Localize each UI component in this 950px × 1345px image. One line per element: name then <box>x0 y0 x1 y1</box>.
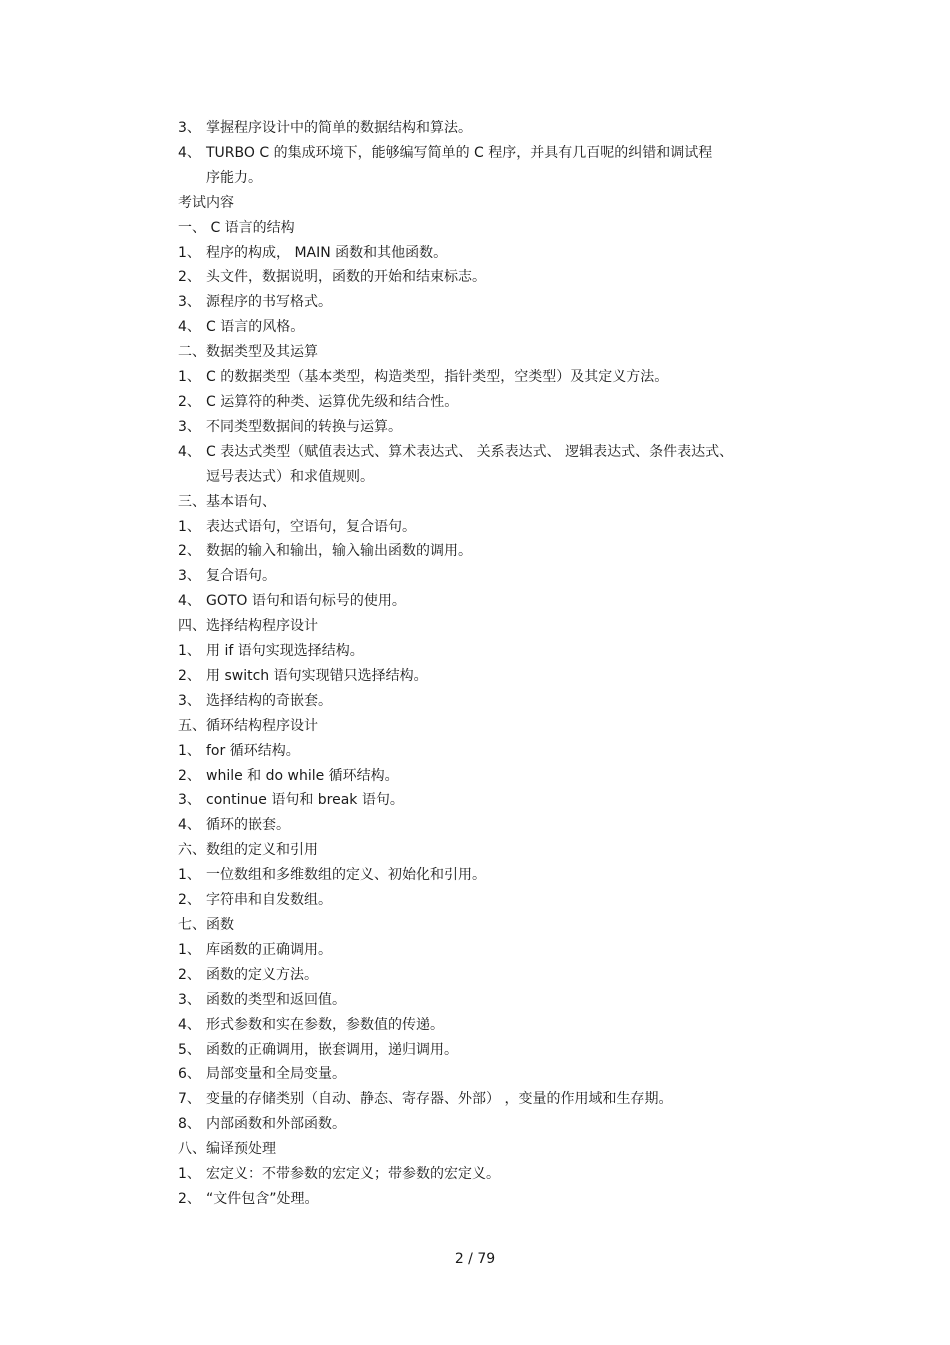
list-item <box>178 116 798 141</box>
list-item <box>178 290 798 315</box>
list-item <box>178 1087 798 1112</box>
list-item <box>178 539 798 564</box>
list-item-text: 掌握程序设计中的简单的数据结构和算法。 <box>206 120 472 136</box>
list-item-number: 1、 <box>178 643 201 660</box>
list-item-text: 变量的存储类别（自动、静态、寄存器、外部） ，变量的作用域和生存期。 <box>206 1091 673 1108</box>
list-item <box>178 141 798 166</box>
list-item-text: 局部变量和全局变量。 <box>206 1066 346 1083</box>
list-item-text: 宏定义：不带参数的宏定义；带参数的宏定义。 <box>206 1166 500 1183</box>
list-item-number: 3、 <box>178 692 201 709</box>
list-item-text: 循环的嵌套。 <box>206 817 290 834</box>
list-item-text: “文件包含”处理。 <box>206 1190 319 1207</box>
list-item-text: 一位数组和多维数组的定义、初始化和引用。 <box>206 867 486 884</box>
list-item-number: 2、 <box>178 892 201 909</box>
list-item-number: 3、 <box>178 792 201 809</box>
list-item-number: 8、 <box>178 1116 201 1133</box>
list-item-text: C 语言的风格。 <box>206 319 305 336</box>
list-item-number: 4、 <box>178 817 201 834</box>
list-item <box>178 639 798 664</box>
list-item-number: 3、 <box>178 418 201 435</box>
document-body <box>178 116 798 1212</box>
list-item <box>178 1112 798 1137</box>
list-item <box>178 415 798 440</box>
list-item <box>178 241 798 266</box>
list-item-number: 3、 <box>178 991 201 1008</box>
list-item <box>178 515 798 540</box>
list-item <box>178 813 798 838</box>
list-item-text: 库函数的正确调用。 <box>206 941 332 958</box>
section-heading: 四、选择结构程序设计 <box>178 618 318 635</box>
list-item <box>178 788 798 813</box>
list-item-text: 数据的输入和输出，输入输出函数的调用。 <box>206 543 472 560</box>
section-heading: 七、函数 <box>178 917 234 933</box>
list-item-number: 3、 <box>178 120 201 136</box>
list-item-text: C 的数据类型（基本类型，构造类型，指针类型，空类型）及其定义方法。 <box>206 369 669 386</box>
list-item-number: 4、 <box>178 593 201 610</box>
list-item-number: 1、 <box>178 742 201 759</box>
list-item-number: 4、 <box>178 443 201 460</box>
list-item <box>178 440 798 465</box>
list-item-number: 5、 <box>178 1041 201 1058</box>
list-item-text: C 表达式类型（赋值表达式、算术表达式、 关系表达式、 逻辑表达式、条件表达式、 <box>206 443 734 460</box>
list-item <box>178 365 798 390</box>
list-item-text: C 运算符的种类、运算优先级和结合性。 <box>206 393 459 410</box>
list-item-text: 内部函数和外部函数。 <box>206 1116 346 1133</box>
list-item <box>178 739 798 764</box>
list-item <box>178 265 798 290</box>
list-item-number: 1、 <box>178 518 201 535</box>
list-item-continuation: 逗号表达式）和求值规则。 <box>206 468 374 485</box>
section-heading: 五、循环结构程序设计 <box>178 717 318 734</box>
list-item <box>178 1187 798 1212</box>
list-item <box>178 1162 798 1187</box>
list-item-number: 4、 <box>178 144 201 161</box>
list-item-number: 2、 <box>178 767 201 784</box>
list-item <box>178 1062 798 1087</box>
list-item-number: 4、 <box>178 1016 201 1033</box>
list-item-continuation: 序能力。 <box>206 169 262 186</box>
list-item <box>178 988 798 1013</box>
list-item-number: 3、 <box>178 294 201 311</box>
section-heading: 考试内容 <box>178 194 234 211</box>
section-heading: 八、编译预处理 <box>178 1141 276 1158</box>
list-item-text: 用 if 语句实现选择结构。 <box>206 643 364 660</box>
list-item-text: 函数的定义方法。 <box>206 966 318 983</box>
list-item-text: GOTO 语句和语句标号的使用。 <box>206 593 406 610</box>
list-item-text: 选择结构的奇嵌套。 <box>206 692 332 709</box>
list-item-number: 1、 <box>178 1166 201 1183</box>
list-item <box>178 764 798 789</box>
list-item-text: 形式参数和实在参数，参数值的传递。 <box>206 1016 444 1033</box>
list-item-number: 2、 <box>178 543 201 560</box>
list-item <box>178 564 798 589</box>
list-item-text: TURBO C 的集成环境下，能够编写简单的 C 程序，并具有几百呢的纠错和调试程 <box>206 144 713 161</box>
list-item-text: while 和 do while 循环结构。 <box>206 767 399 784</box>
list-item <box>178 664 798 689</box>
list-item <box>178 963 798 988</box>
list-item-text: 函数的类型和返回值。 <box>206 991 346 1008</box>
section-heading: 六、数组的定义和引用 <box>178 842 318 859</box>
list-item-text: 字符串和自发数组。 <box>206 892 332 909</box>
section-heading: 三、基本语句、 <box>178 493 276 510</box>
list-item-text: 函数的正确调用，嵌套调用，递归调用。 <box>206 1041 458 1058</box>
list-item-text: 程序的构成， MAIN 函数和其他函数。 <box>206 244 448 261</box>
list-item <box>178 390 798 415</box>
list-item <box>178 589 798 614</box>
list-item <box>178 938 798 963</box>
list-item-number: 1、 <box>178 941 201 958</box>
list-item-text: 表达式语句，空语句，复合语句。 <box>206 518 416 535</box>
list-item-number: 2、 <box>178 1190 201 1207</box>
list-item-number: 3、 <box>178 568 201 585</box>
list-item-number: 2、 <box>178 667 201 684</box>
list-item-text: continue 语句和 break 语句。 <box>206 792 404 809</box>
list-item-number: 6、 <box>178 1066 201 1083</box>
section-heading: 二、数据类型及其运算 <box>178 344 318 361</box>
page-number: 2 / 79 <box>454 1251 496 1267</box>
list-item-text: 源程序的书写格式。 <box>206 294 332 311</box>
list-item-number: 7、 <box>178 1091 201 1108</box>
list-item <box>178 888 798 913</box>
list-item <box>178 315 798 340</box>
list-item-text: 头文件，数据说明，函数的开始和结束标志。 <box>206 269 486 286</box>
list-item-number: 2、 <box>178 269 201 286</box>
list-item <box>178 1038 798 1063</box>
list-item-text: 复合语句。 <box>206 568 276 585</box>
list-item-number: 1、 <box>178 867 201 884</box>
list-item-text: for 循环结构。 <box>206 742 300 759</box>
list-item-text: 用 switch 语句实现错只选择结构。 <box>206 667 428 684</box>
section-heading: 一、 C 语言的结构 <box>178 219 295 236</box>
list-item <box>178 863 798 888</box>
list-item <box>178 689 798 714</box>
list-item-number: 1、 <box>178 369 201 386</box>
list-item-text: 不同类型数据间的转换与运算。 <box>206 418 402 435</box>
list-item-number: 2、 <box>178 393 201 410</box>
list-item-number: 2、 <box>178 966 201 983</box>
list-item-number: 1、 <box>178 244 201 261</box>
list-item <box>178 1013 798 1038</box>
list-item-number: 4、 <box>178 319 201 336</box>
